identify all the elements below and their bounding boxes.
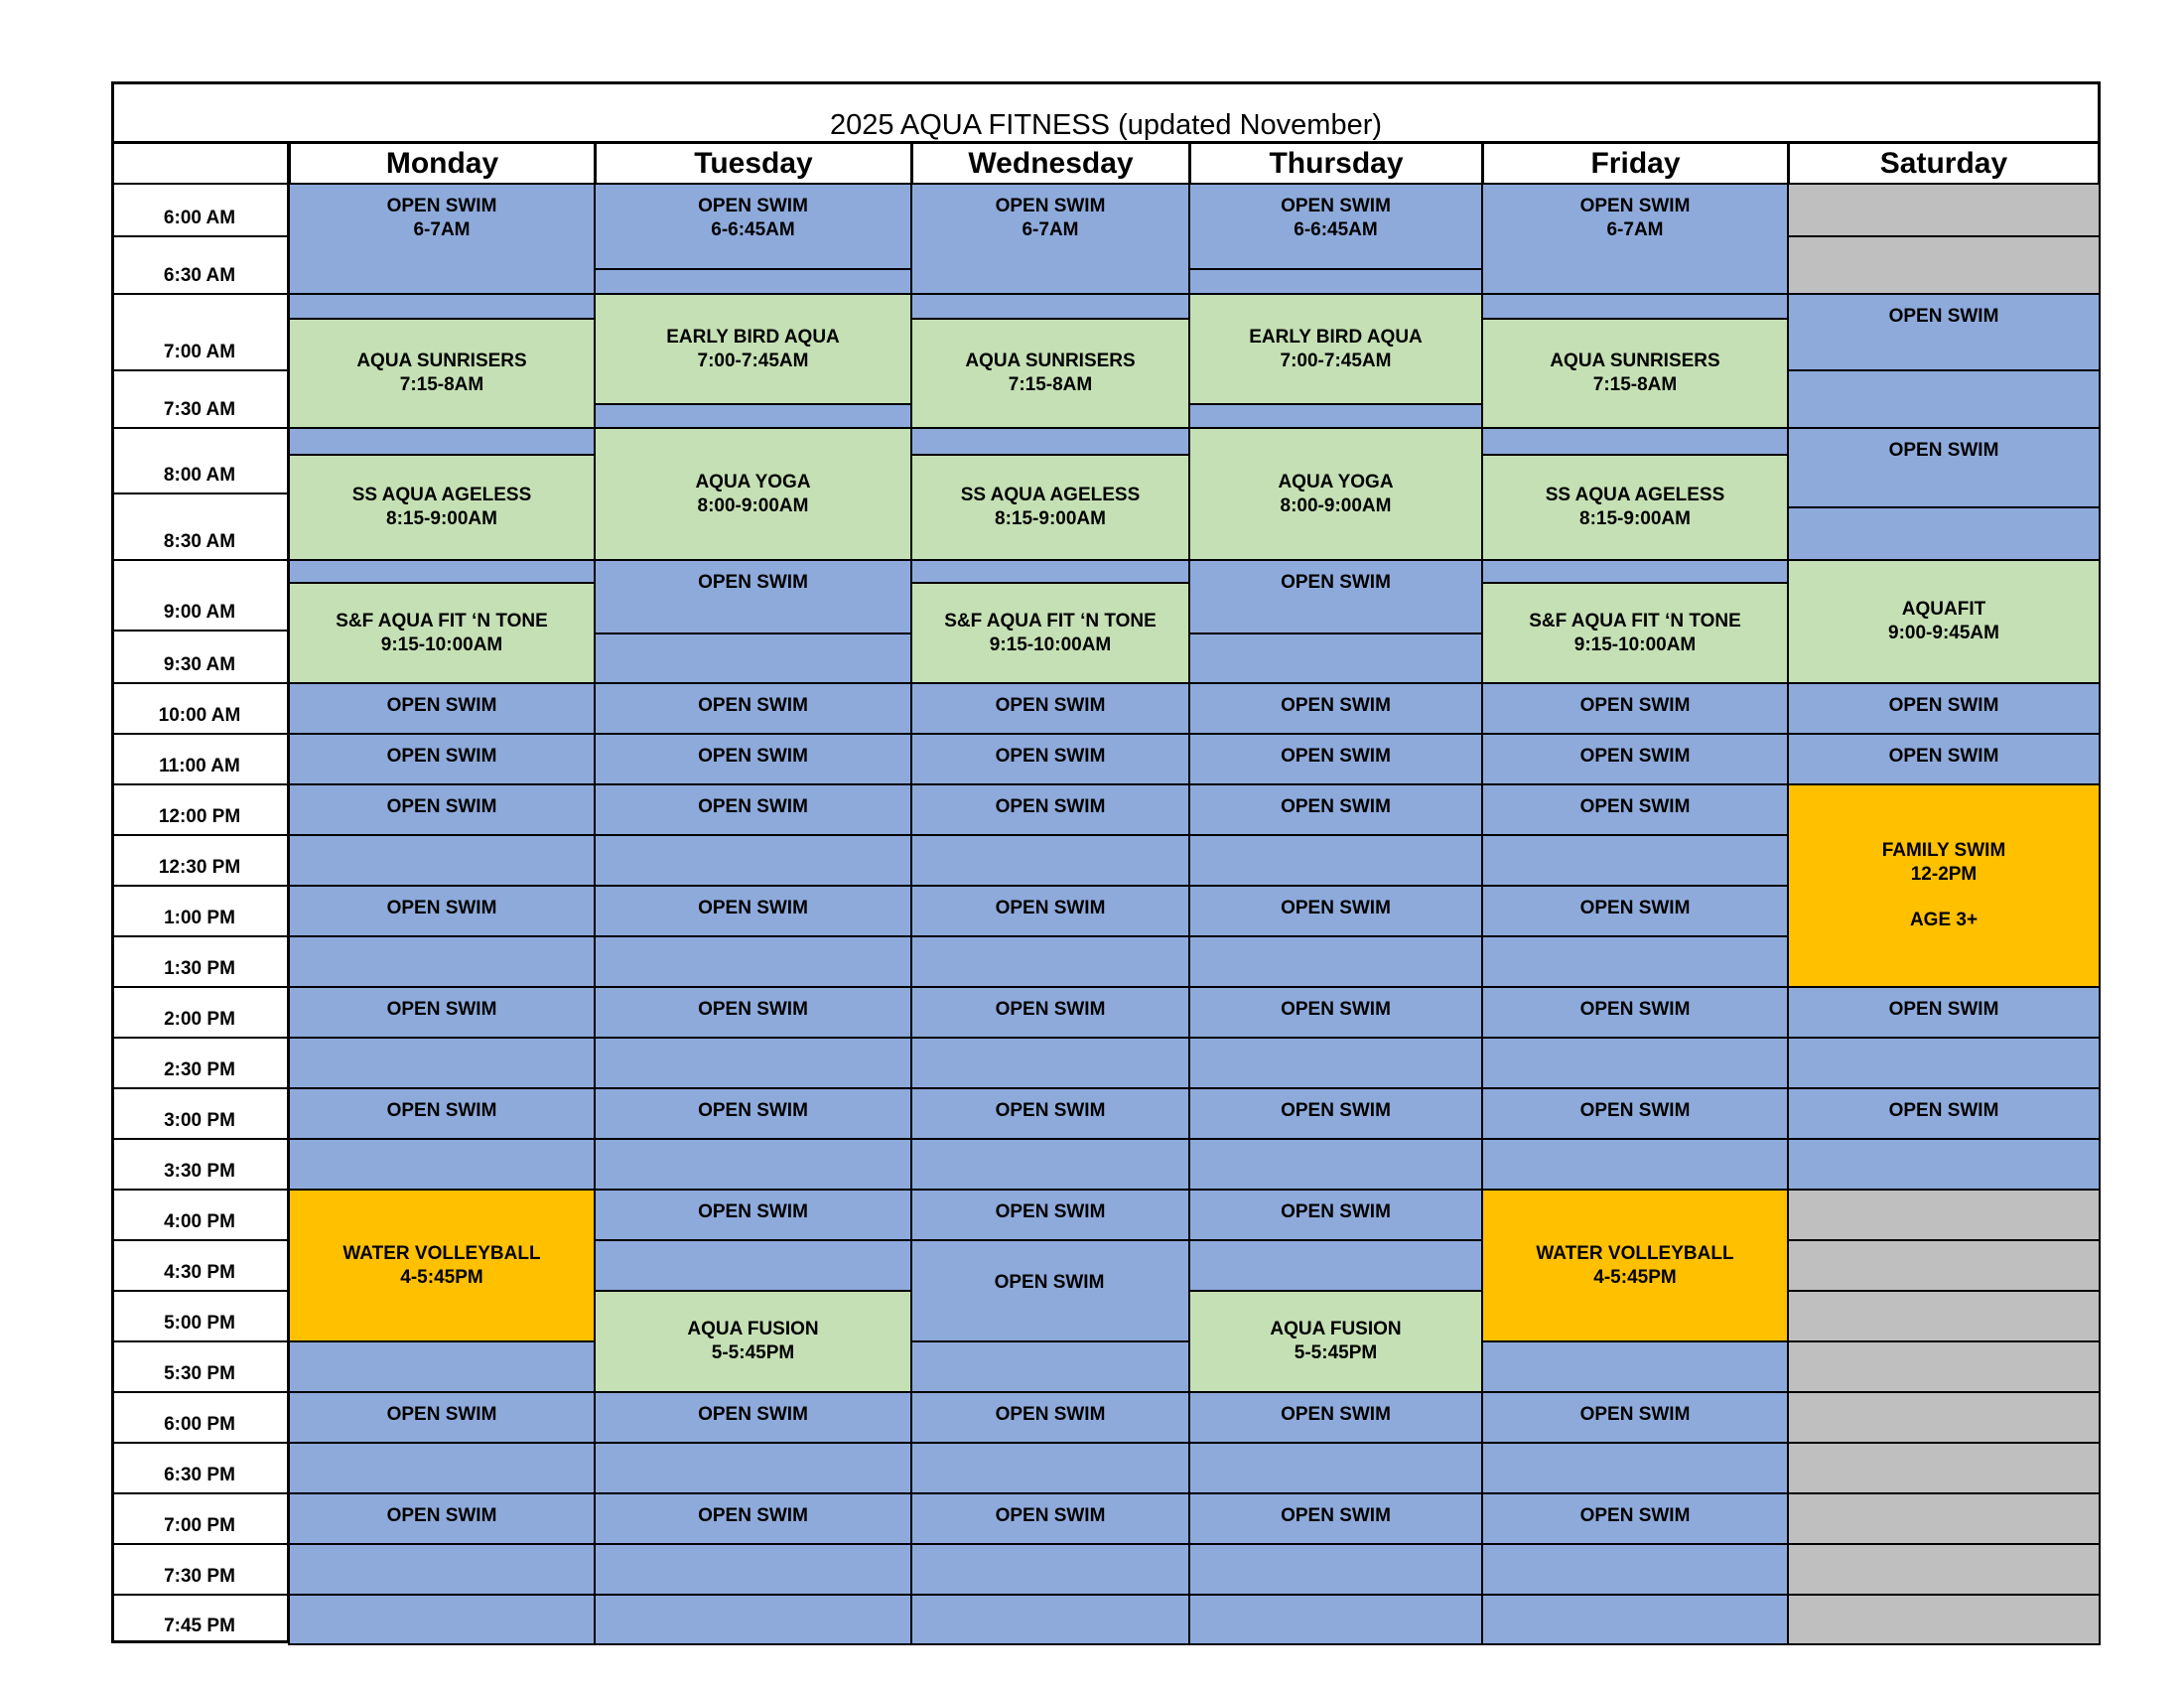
- open-swim-block: [910, 682, 1190, 735]
- open-swim-block: [288, 885, 596, 937]
- family-swim-label: FAMILY SWIM: [1881, 840, 2006, 861]
- water-volleyball-event: [1481, 1189, 1789, 1342]
- open-swim-block: [910, 427, 1190, 456]
- fit-n-tone-time-label: 9:15-10:00AM: [989, 633, 1112, 655]
- open-swim-block: [1188, 935, 1483, 988]
- fit-n-tone-label: S&F AQUA FIT ‘N TONE: [944, 610, 1157, 632]
- open-swim-block: [594, 733, 912, 785]
- open-swim-label: OPEN SWIM: [995, 1201, 1106, 1222]
- open-swim-block: [910, 559, 1190, 584]
- open-swim-block: [594, 783, 912, 836]
- closed-block: [1787, 1239, 2101, 1292]
- open-swim-label: OPEN SWIM: [386, 1404, 497, 1425]
- open-swim-block: [594, 633, 912, 684]
- aqua-yoga-time-label: 8:00-9:00AM: [697, 494, 809, 516]
- time-label: 3:30 PM: [111, 1138, 288, 1189]
- time-label: 5:30 PM: [111, 1340, 288, 1391]
- open-swim-block: [594, 1442, 912, 1494]
- open-swim-block: [1787, 733, 2101, 785]
- aquafit-label: AQUAFIT: [1901, 599, 1986, 620]
- open-swim-label: OPEN SWIM: [698, 999, 808, 1020]
- aqua-fusion-time-label: 5-5:45PM: [1294, 1342, 1378, 1363]
- open-swim-block: [1481, 986, 1789, 1039]
- open-swim-label: OPEN SWIM: [386, 796, 497, 817]
- time-label: 6:30 PM: [111, 1442, 288, 1492]
- open-swim-6-645-label: 6-6:45AM: [1294, 219, 1378, 240]
- open-swim-label: OPEN SWIM: [1579, 1404, 1691, 1425]
- open-swim-block: [910, 935, 1190, 988]
- open-swim-block: [910, 293, 1190, 320]
- open-swim-block: [1188, 885, 1483, 937]
- time-label: 6:30 AM: [111, 235, 288, 293]
- water-volleyball-label: WATER VOLLEYBALL: [1536, 1242, 1734, 1264]
- open-swim-block: [288, 1391, 596, 1444]
- day-header-thursday: Thursday: [1188, 141, 1484, 186]
- open-swim-block: [1188, 559, 1483, 634]
- time-label: 2:00 PM: [111, 986, 288, 1037]
- open-swim-label: OPEN SWIM: [1281, 1404, 1391, 1425]
- open-swim-block: [910, 1340, 1190, 1393]
- open-swim-block: [1787, 682, 2101, 735]
- open-swim-block: [1188, 1543, 1483, 1596]
- open-swim-block: [1481, 682, 1789, 735]
- open-swim-block: [1188, 1189, 1483, 1241]
- open-swim-block: [1481, 1087, 1789, 1140]
- aqua-yoga-class: [1188, 427, 1483, 561]
- water-volleyball-time-label: 4-5:45PM: [400, 1266, 483, 1288]
- open-swim-block: [910, 986, 1190, 1039]
- open-swim-block: [1787, 369, 2101, 429]
- open-swim-label: OPEN SWIM: [995, 746, 1106, 767]
- open-swim-label: OPEN SWIM: [1888, 306, 1999, 327]
- open-swim-block: [1188, 733, 1483, 785]
- closed-block: [1787, 1189, 2101, 1241]
- open-swim-block: [288, 682, 596, 735]
- open-swim-block: [1188, 1138, 1483, 1191]
- open-swim-block: [1188, 986, 1483, 1039]
- open-swim-block: [1188, 1391, 1483, 1444]
- time-label: 7:30 PM: [111, 1543, 288, 1594]
- open-swim-label: OPEN SWIM: [994, 1272, 1105, 1293]
- time-label: 4:00 PM: [111, 1189, 288, 1239]
- open-swim-block: [288, 1492, 596, 1545]
- open-swim-block: [594, 1087, 912, 1140]
- open-swim-block: [594, 885, 912, 937]
- open-swim-block: [594, 1492, 912, 1545]
- fit-n-tone-label: S&F AQUA FIT ‘N TONE: [336, 610, 548, 632]
- open-swim-block: [910, 1189, 1190, 1241]
- time-label: 5:00 PM: [111, 1290, 288, 1340]
- open-swim-label: OPEN SWIM: [995, 898, 1106, 918]
- day-header-monday: Monday: [288, 141, 597, 186]
- open-swim-block: [594, 183, 912, 270]
- open-swim-block: [594, 834, 912, 887]
- open-swim-6-645-label: 6-6:45AM: [711, 219, 795, 240]
- time-label: 8:30 AM: [111, 492, 288, 559]
- open-swim-block: [910, 1594, 1190, 1645]
- open-swim-block: [288, 733, 596, 785]
- open-swim-block: [910, 834, 1190, 887]
- open-swim-label: OPEN SWIM: [1281, 196, 1391, 216]
- time-label: 7:30 AM: [111, 369, 288, 427]
- early-bird-label: EARLY BIRD AQUA: [1249, 326, 1423, 348]
- open-swim-block: [1787, 293, 2101, 371]
- aqua-sunrisers-time-label: 7:15-8AM: [1592, 374, 1678, 395]
- water-volleyball-event: [288, 1189, 596, 1342]
- open-swim-label: OPEN SWIM: [386, 746, 497, 767]
- aqua-fusion-class: [1188, 1290, 1483, 1393]
- open-swim-block: [910, 1442, 1190, 1494]
- ss-ageless-time-label: 8:15-9:00AM: [386, 508, 497, 529]
- closed-block: [1787, 1492, 2101, 1545]
- open-swim-block: [1481, 427, 1789, 456]
- time-label: 9:00 AM: [111, 559, 288, 630]
- open-swim-block: [1481, 935, 1789, 988]
- time-label: 1:00 PM: [111, 885, 288, 935]
- closed-block: [1787, 183, 2101, 237]
- open-swim-block: [1481, 293, 1789, 320]
- open-swim-block: [1481, 783, 1789, 836]
- family-swim-age-label: AGE 3+: [1909, 910, 1979, 930]
- open-swim-label: OPEN SWIM: [698, 1505, 808, 1526]
- open-swim-block: [1787, 1037, 2101, 1089]
- open-swim-block: [594, 559, 912, 634]
- open-swim-block: [1481, 834, 1789, 887]
- page-title: [111, 81, 2101, 142]
- open-swim-block: [288, 427, 596, 456]
- open-swim-label: OPEN SWIM: [1281, 695, 1391, 716]
- open-swim-label: OPEN SWIM: [1281, 1505, 1391, 1526]
- time-label: 2:30 PM: [111, 1037, 288, 1087]
- early-bird-label: EARLY BIRD AQUA: [666, 326, 840, 348]
- aqua-sunrisers-label: AQUA SUNRISERS: [965, 351, 1136, 371]
- open-swim-block: [288, 1087, 596, 1140]
- open-swim-block: [1787, 986, 2101, 1039]
- time-label: 7:00 PM: [111, 1492, 288, 1543]
- open-swim-label: OPEN SWIM: [1888, 1100, 1999, 1121]
- open-swim-label: OPEN SWIM: [1281, 746, 1391, 767]
- family-swim-time-label: 12-2PM: [1910, 864, 1978, 885]
- day-header-wednesday: Wednesday: [910, 141, 1191, 186]
- open-swim-label: OPEN SWIM: [1888, 999, 1999, 1020]
- open-swim-label: OPEN SWIM: [995, 1404, 1106, 1425]
- open-swim-label: OPEN SWIM: [1579, 1100, 1691, 1121]
- open-swim-label: OPEN SWIM: [386, 1100, 497, 1121]
- open-swim-block: [288, 559, 596, 584]
- open-swim-label: OPEN SWIM: [1888, 440, 1999, 461]
- water-volleyball-time-label: 4-5:45PM: [1593, 1266, 1677, 1288]
- open-swim-block: [1188, 183, 1483, 270]
- open-swim-block: [1481, 1037, 1789, 1089]
- time-label: 3:00 PM: [111, 1087, 288, 1138]
- open-swim-block: [1188, 783, 1483, 836]
- open-swim-block: [1188, 1087, 1483, 1140]
- early-bird-time-label: 7:00-7:45AM: [1280, 350, 1392, 371]
- open-swim-label: OPEN SWIM: [995, 999, 1106, 1020]
- ss-ageless-time-label: 8:15-9:00AM: [995, 508, 1106, 529]
- aqua-fusion-time-label: 5-5:45PM: [711, 1342, 795, 1363]
- open-swim-label: OPEN SWIM: [995, 796, 1106, 817]
- time-label: 7:00 AM: [111, 293, 288, 369]
- open-swim-label: OPEN SWIM: [698, 1404, 808, 1425]
- open-swim-label: OPEN SWIM: [995, 196, 1106, 216]
- open-swim-block: [594, 1594, 912, 1645]
- early-bird-aqua-class: [594, 293, 912, 405]
- open-swim-label: OPEN SWIM: [698, 746, 808, 767]
- aqua-sunrisers-class: [288, 318, 596, 429]
- open-swim-label: OPEN SWIM: [698, 898, 808, 918]
- open-swim-label: OPEN SWIM: [1579, 196, 1691, 216]
- open-swim-label: OPEN SWIM: [1281, 1100, 1391, 1121]
- open-swim-label: OPEN SWIM: [1281, 572, 1391, 593]
- open-swim-block: [910, 733, 1190, 785]
- open-swim-block: [1188, 1442, 1483, 1494]
- ss-aqua-ageless-class: [288, 454, 596, 561]
- open-swim-6-7-label: 6-7AM: [1606, 219, 1664, 240]
- aqua-sunrisers-label: AQUA SUNRISERS: [1550, 351, 1720, 371]
- open-swim-label: OPEN SWIM: [995, 1505, 1106, 1526]
- closed-block: [1787, 1290, 2101, 1342]
- open-swim-label: OPEN SWIM: [1281, 898, 1391, 918]
- open-swim-block: [1787, 1087, 2101, 1140]
- open-swim-block: [910, 885, 1190, 937]
- open-swim-label: OPEN SWIM: [1888, 746, 1999, 767]
- aqua-fusion-label: AQUA FUSION: [1270, 1319, 1402, 1339]
- open-swim-block: [1188, 682, 1483, 735]
- open-swim-block: [594, 403, 912, 429]
- open-swim-block: [1188, 1492, 1483, 1545]
- ss-ageless-label: SS AQUA AGELESS: [960, 485, 1141, 505]
- open-swim-block: [1188, 1037, 1483, 1089]
- open-swim-label: OPEN SWIM: [1888, 695, 1999, 716]
- open-swim-block: [910, 783, 1190, 836]
- open-swim-block: [594, 268, 912, 295]
- open-swim-block: [1188, 403, 1483, 429]
- fit-n-tone-class: [288, 582, 596, 684]
- open-swim-label: OPEN SWIM: [1579, 746, 1691, 767]
- open-swim-label: OPEN SWIM: [1579, 898, 1691, 918]
- open-swim-block: [288, 834, 596, 887]
- closed-block: [1787, 1594, 2101, 1645]
- open-swim-block: [1481, 1594, 1789, 1645]
- aqua-sunrisers-class: [910, 318, 1190, 429]
- open-swim-label: OPEN SWIM: [995, 695, 1106, 716]
- open-swim-block: [594, 1391, 912, 1444]
- open-swim-label: OPEN SWIM: [386, 898, 497, 918]
- open-swim-label: OPEN SWIM: [386, 1505, 497, 1526]
- open-swim-label: OPEN SWIM: [698, 695, 808, 716]
- open-swim-6-7-label: 6-7AM: [413, 219, 471, 240]
- open-swim-label: OPEN SWIM: [386, 196, 497, 216]
- open-swim-block: [1188, 633, 1483, 684]
- open-swim-block: [594, 1138, 912, 1191]
- open-swim-label: OPEN SWIM: [1281, 1201, 1391, 1222]
- aqua-sunrisers-time-label: 7:15-8AM: [1008, 374, 1093, 395]
- aqua-sunrisers-class: [1481, 318, 1789, 429]
- day-header-friday: Friday: [1481, 141, 1790, 186]
- open-swim-block: [288, 183, 596, 295]
- open-swim-block: [288, 1594, 596, 1645]
- open-swim-label: OPEN SWIM: [1579, 1505, 1691, 1526]
- time-label: 6:00 PM: [111, 1391, 288, 1442]
- time-label: 9:30 AM: [111, 630, 288, 682]
- open-swim-block: [1188, 834, 1483, 887]
- open-swim-block: [288, 1037, 596, 1089]
- open-swim-block: [1481, 1391, 1789, 1444]
- open-swim-block: [594, 1189, 912, 1241]
- early-bird-time-label: 7:00-7:45AM: [697, 350, 809, 371]
- open-swim-block: [1787, 427, 2101, 508]
- time-label: 6:00 AM: [111, 183, 288, 235]
- open-swim-block: [910, 1087, 1190, 1140]
- aqua-sunrisers-label: AQUA SUNRISERS: [356, 351, 527, 371]
- open-swim-label: OPEN SWIM: [1579, 695, 1691, 716]
- open-swim-block: [594, 1543, 912, 1596]
- open-swim-block: [1188, 268, 1483, 295]
- time-label: 4:30 PM: [111, 1239, 288, 1290]
- open-swim-label: OPEN SWIM: [1579, 999, 1691, 1020]
- time-label: 11:00 AM: [111, 733, 288, 783]
- fit-n-tone-class: [1481, 582, 1789, 684]
- time-label: 1:30 PM: [111, 935, 288, 986]
- open-swim-block: [910, 1543, 1190, 1596]
- open-swim-label: OPEN SWIM: [1579, 796, 1691, 817]
- open-swim-block: [288, 293, 596, 320]
- open-swim-block: [288, 1138, 596, 1191]
- closed-block: [1787, 1391, 2101, 1444]
- open-swim-block: [910, 1391, 1190, 1444]
- day-header-saturday: Saturday: [1787, 141, 2101, 186]
- open-swim-block: [594, 986, 912, 1039]
- open-swim-block: [1787, 506, 2101, 561]
- time-label: 12:00 PM: [111, 783, 288, 834]
- closed-block: [1787, 1340, 2101, 1393]
- open-swim-block: [1481, 1138, 1789, 1191]
- water-volleyball-label: WATER VOLLEYBALL: [342, 1242, 541, 1264]
- open-swim-block: [1188, 1239, 1483, 1292]
- open-swim-block: [1188, 1594, 1483, 1645]
- aqua-fusion-class: [594, 1290, 912, 1393]
- open-swim-label: OPEN SWIM: [698, 572, 808, 593]
- closed-block: [1787, 235, 2101, 295]
- aqua-yoga-label: AQUA YOGA: [1278, 471, 1394, 492]
- open-swim-label: OPEN SWIM: [698, 196, 808, 216]
- open-swim-label: OPEN SWIM: [698, 796, 808, 817]
- ss-ageless-label: SS AQUA AGELESS: [351, 485, 532, 505]
- open-swim-block: [1481, 1492, 1789, 1545]
- open-swim-label: OPEN SWIM: [1281, 999, 1391, 1020]
- open-swim-block: [288, 986, 596, 1039]
- open-swim-block: [1481, 183, 1789, 295]
- open-swim-block: [594, 935, 912, 988]
- open-swim-block: [1481, 559, 1789, 584]
- open-swim-label: OPEN SWIM: [1281, 796, 1391, 817]
- fit-n-tone-label: S&F AQUA FIT ‘N TONE: [1529, 610, 1741, 632]
- open-swim-block: [288, 783, 596, 836]
- open-swim-block: [1481, 1340, 1789, 1393]
- open-swim-label: OPEN SWIM: [698, 1100, 808, 1121]
- open-swim-block: [1481, 1543, 1789, 1596]
- aqua-yoga-class: [594, 427, 912, 561]
- ss-aqua-ageless-class: [910, 454, 1190, 561]
- title-text: 2025 AQUA FITNESS (updated November): [829, 109, 1383, 141]
- aqua-yoga-label: AQUA YOGA: [695, 471, 811, 492]
- open-swim-block: [594, 1239, 912, 1292]
- time-label: 8:00 AM: [111, 427, 288, 492]
- open-swim-block: [1481, 885, 1789, 937]
- aqua-fusion-label: AQUA FUSION: [687, 1319, 819, 1339]
- open-swim-block: [1481, 733, 1789, 785]
- family-swim-event: [1787, 783, 2101, 988]
- aquafit-time-label: 9:00-9:45AM: [1888, 623, 1999, 643]
- early-bird-aqua-class: [1188, 293, 1483, 405]
- ss-aqua-ageless-class: [1481, 454, 1789, 561]
- open-swim-block: [288, 1340, 596, 1393]
- open-swim-block: [910, 1037, 1190, 1089]
- open-swim-block: [910, 1492, 1190, 1545]
- open-swim-6-7-label: 6-7AM: [1022, 219, 1079, 240]
- open-swim-block: [594, 682, 912, 735]
- open-swim-block: [288, 1543, 596, 1596]
- open-swim-block: [910, 183, 1190, 295]
- open-swim-block: [288, 935, 596, 988]
- open-swim-label: OPEN SWIM: [386, 695, 497, 716]
- fit-n-tone-class: [910, 582, 1190, 684]
- time-label: 10:00 AM: [111, 682, 288, 733]
- open-swim-block: [910, 1138, 1190, 1191]
- open-swim-label: OPEN SWIM: [386, 999, 497, 1020]
- time-label: 12:30 PM: [111, 834, 288, 885]
- ss-ageless-label: SS AQUA AGELESS: [1545, 485, 1725, 505]
- closed-block: [1787, 1543, 2101, 1596]
- open-swim-block: [1481, 1442, 1789, 1494]
- fit-n-tone-time-label: 9:15-10:00AM: [1573, 633, 1697, 655]
- open-swim-label: OPEN SWIM: [698, 1201, 808, 1222]
- fit-n-tone-time-label: 9:15-10:00AM: [380, 633, 503, 655]
- aqua-yoga-time-label: 8:00-9:00AM: [1280, 494, 1392, 516]
- time-label: 7:45 PM: [111, 1594, 288, 1643]
- ss-ageless-time-label: 8:15-9:00AM: [1579, 508, 1691, 529]
- day-header-tuesday: Tuesday: [594, 141, 913, 186]
- aquafit-class: [1787, 559, 2101, 684]
- open-swim-block: [594, 1037, 912, 1089]
- closed-block: [1787, 1442, 2101, 1494]
- open-swim-label: OPEN SWIM: [995, 1100, 1106, 1121]
- open-swim-block: [288, 1442, 596, 1494]
- open-swim-block: [1787, 1138, 2101, 1191]
- aqua-sunrisers-time-label: 7:15-8AM: [399, 374, 484, 395]
